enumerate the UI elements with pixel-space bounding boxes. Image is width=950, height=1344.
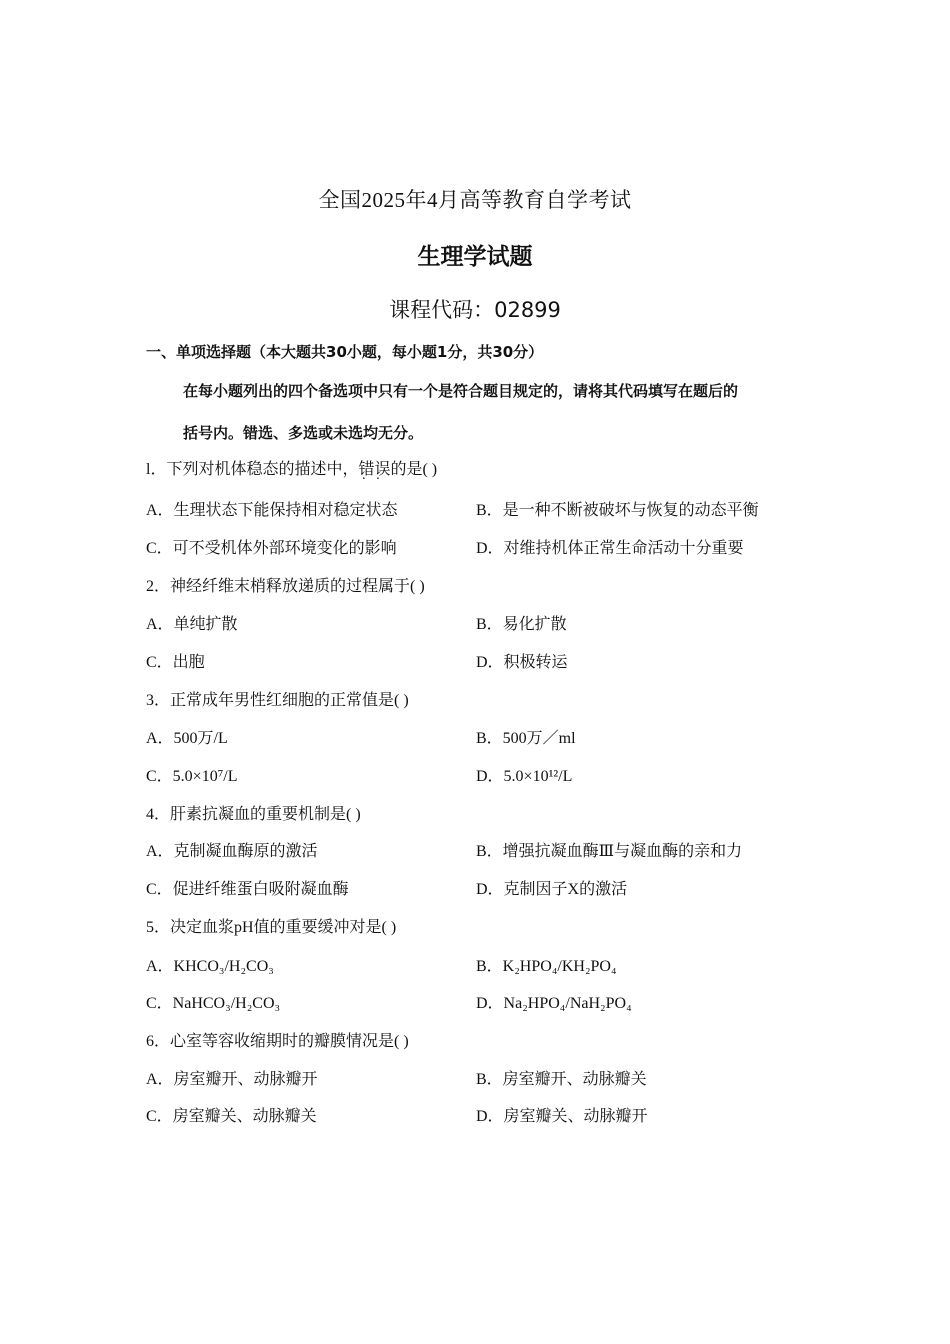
question-4-option-a: A．克制凝血酶原的激活 (146, 843, 318, 860)
question-1-option-d: D．对维持机体正常生命活动十分重要 (476, 540, 744, 557)
question-4-stem: 4．肝素抗凝血的重要机制是( ) (146, 806, 361, 823)
question-2-option-b: B．易化扩散 (476, 616, 567, 633)
question-6-stem: 6．心室等容收缩期时的瓣膜情况是( ) (146, 1033, 409, 1050)
question-6-option-a: A．房室瓣开、动脉瓣开 (146, 1071, 318, 1088)
exam-title: 全国2025年4月高等教育自学考试 (318, 188, 632, 212)
question-5-option-a: A．KHCO₃/H₂CO₃ (146, 958, 274, 975)
question-2-option-a: A．单纯扩散 (146, 616, 238, 633)
question-1-stem-start: l．下列对机体稳态的描述中， (146, 461, 359, 478)
question-3-stem: 3．正常成年男性红细胞的正常值是( ) (146, 692, 409, 709)
subject-title: 生理学试题 (417, 244, 533, 270)
question-2-option-c: C．出胞 (146, 654, 205, 671)
question-5-option-d: D．Na₂HPO₄/NaH₂PO₄ (476, 995, 632, 1012)
question-1-option-b: B．是一种不断被破坏与恢复的动态平衡 (476, 502, 759, 519)
question-5-option-b: B．K₂HPO₄/KH₂PO₄ (476, 958, 617, 975)
question-4-option-b: B．增强抗凝血酶Ⅲ与凝血酶的亲和力 (476, 843, 743, 860)
section-heading: 一、单项选择题（本大题共30小题，每小题1分，共30分） (146, 343, 544, 361)
question-1-stem (146, 456, 437, 479)
question-6-option-c: C．房室瓣关、动脉瓣关 (146, 1108, 317, 1125)
question-6-option-b: B．房室瓣开、动脉瓣关 (476, 1071, 647, 1088)
course-code: 课程代码：02899 (389, 298, 561, 322)
question-3-option-c: C．5.0×10⁷/L (146, 768, 238, 785)
question-4-option-d: D．克制因子X的激活 (476, 881, 628, 898)
question-3-option-d: D．5.0×10¹²/L (476, 768, 573, 785)
question-3-option-a: A．500万/L (146, 730, 228, 747)
question-2-option-d: D．积极转运 (476, 654, 568, 671)
question-1-emphasis: 错误 · · (358, 461, 390, 478)
question-1-option-a: A．生理状态下能保持相对稳定状态 (146, 502, 398, 519)
instruction-line-1: 在每小题列出的四个备选项中只有一个是符合题目规定的，请将其代码填写在题后的 (183, 382, 739, 400)
question-5-option-c: C．NaHCO₃/H₂CO₃ (146, 995, 281, 1012)
question-1-stem-end: 的是( ) (390, 461, 438, 478)
question-3-option-b: B．500万／ml (476, 730, 576, 747)
question-4-option-c: C．促进纤维蛋白吸附凝血酶 (146, 881, 349, 898)
question-1-option-c: C．可不受机体外部环境变化的影响 (146, 540, 397, 557)
question-2-stem: 2．神经纤维末梢释放递质的过程属于( ) (146, 578, 425, 595)
instruction-line-2: 括号内。错选、多选或未选均无分。 (183, 424, 424, 442)
question-5-stem: 5．决定血浆pH值的重要缓冲对是( ) (146, 919, 397, 936)
question-6-option-d: D．房室瓣关、动脉瓣开 (476, 1108, 648, 1125)
